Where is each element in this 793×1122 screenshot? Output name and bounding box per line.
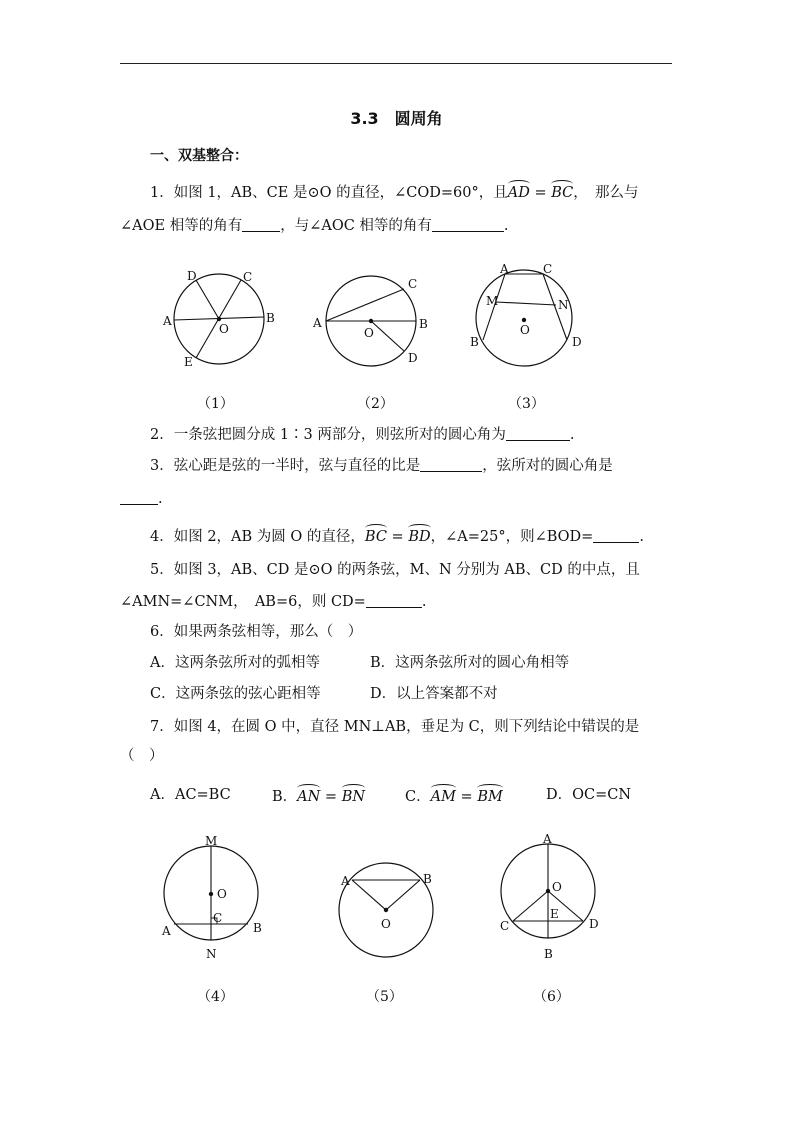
q1-eq: = [529,185,552,201]
q1-end: . [503,218,509,234]
label: A [341,874,350,888]
arc-bn: BN [342,785,365,807]
label: N [206,947,217,961]
q7b-eq: = [320,789,342,805]
label: O [552,880,562,894]
q5-end: . [421,594,427,610]
label: B [423,872,432,886]
q7b-prefix: B． [272,789,298,805]
arc-ad: AD [508,181,530,203]
label: C [213,911,223,925]
q7c-eq: = [455,789,478,805]
label: B [470,335,479,349]
q4-eq: = [386,529,409,545]
label: O [219,322,229,336]
question-7-option-a[interactable]: A．AC=BC [150,787,231,803]
question-6-option-c[interactable]: C．这两条弦的弦心距相等 [150,686,321,702]
label: O [364,326,374,340]
figure-5 [339,863,433,957]
label: A [543,832,552,846]
q1-text-4: ，与∠AOC 相等的角有 [280,218,432,234]
arc-am: AM [431,785,456,807]
question-5-line-1: 5．如图 3，AB、CD 是⊙O 的两条弦，M、N 分别为 AB、CD 的中点，且 [150,562,640,578]
arc-an: AN [297,785,320,807]
label: D [187,269,197,283]
q7c-prefix: C． [405,789,431,805]
figure-1-caption: （1） [197,396,234,412]
q4-end: . [639,529,644,545]
q4-text-2: ，∠A=25°，则∠BOD= [430,529,594,545]
figure-3-caption: （3） [508,396,545,412]
arc-bc: BC [551,181,573,203]
section-heading: 一、双基整合： [150,148,248,164]
label: A [313,316,322,330]
q1-text-3: ∠AOE 相等的角有 [120,218,243,234]
q2-end: . [569,427,575,443]
figure-6 [500,832,599,961]
label: O [520,323,530,337]
label: E [184,355,193,369]
label: D [408,351,418,365]
question-7-option-d[interactable]: D．OC=CN [546,787,632,803]
label: D [589,917,599,931]
label: C [408,277,418,291]
label: D [572,335,582,349]
label: C [243,270,253,284]
question-7-paren: （ ） [120,748,164,764]
label: N [558,298,569,312]
arc-bm: BM [477,785,503,807]
q5-text: ∠AMN=∠CNM， AB=6，则 CD= [120,594,366,610]
label: C [500,919,510,933]
figure-6-caption: （6） [533,989,570,1005]
arc-bd: BD [408,525,430,547]
arc-bc: BC [365,525,387,547]
question-6-stem: 6．如果两条弦相等，那么（ ） [150,624,363,640]
figure-4-caption: （4） [197,989,234,1005]
question-6-option-a[interactable]: A．这两条弦所对的弧相等 [150,655,320,671]
q1-text: 1．如图 1，AB、CE 是⊙O 的直径，∠COD=60°，且 [150,185,508,201]
label: O [217,887,227,901]
label: B [253,921,262,935]
label: A [500,262,509,276]
question-6-option-b[interactable]: B．这两条弦所对的圆心角相等 [370,655,570,671]
label: C [543,262,553,276]
q4-text: 4．如图 2，AB 为圆 O 的直径， [150,529,365,545]
label: O [381,917,391,931]
q3-mid: ，弦所对的圆心角是 [482,458,613,474]
label: M [205,834,218,848]
label: M [486,294,499,308]
figure-5-caption: （5） [366,989,403,1005]
q2-text: 2．一条弦把圆分成 1∶3 两部分，则弦所对的圆心角为 [150,427,506,443]
question-7-stem: 7．如图 4，在圆 O 中，直径 MN⊥AB，垂足为 C，则下列结论中错误的是 [150,719,640,735]
label: B [266,311,275,325]
figure-2-caption: （2） [357,396,394,412]
label: B [544,947,553,961]
label: E [550,907,559,921]
q1-text-2: ， 那么与 [573,185,639,201]
q3-end: . [158,491,163,507]
q3-text: 3．弦心距是弦的一半时，弦与直径的比是 [150,458,421,474]
question-6-option-d[interactable]: D．以上答案都不对 [370,686,498,702]
label: B [419,317,428,331]
label: A [162,924,171,938]
label: A [163,314,172,328]
page-title: 3.3 圆周角 [350,109,443,128]
figure-4 [161,834,262,961]
